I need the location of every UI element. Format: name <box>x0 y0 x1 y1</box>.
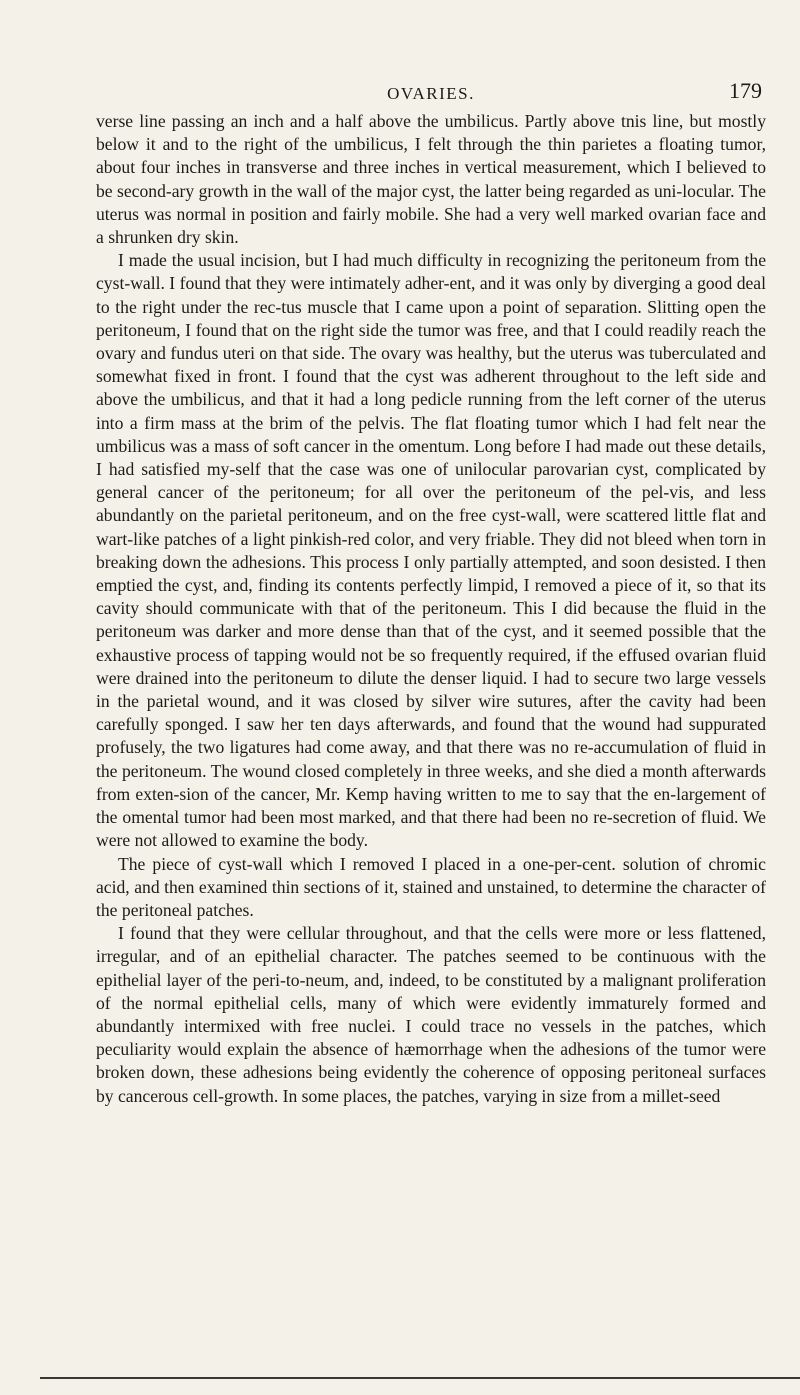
paragraph: I made the usual incision, but I had much difficulty in recognizing the peritoneum from the cyst-wall. I found that they were intimately adher-ent, and it was only by diverging a good deal to the right under the rec-tus muscle that I came upon a point of separation. Slitting open the peritoneum, I found that on the right side the tumor was free, and that I could readily reach the ovary and fundus uteri on that side. The ovary was healthy, but the uterus was tuberculated and somewhat fixed in front. I found that the cyst was adherent throughout to the left side and above the umbilicus, and that it had a long pedicle running from the left corner of the uterus into a firm mass at the brim of the pelvis. The flat floating tumor which I had felt near the umbilicus was a mass of soft cancer in the omentum. Long before I had made out these details, I had satisfied my-self that the case was one of unilocular parovarian cyst, complicated by general cancer of the peritoneum; for all over the peritoneum of the pel-vis, and less abundantly on the parietal peritoneum, and on the free cyst-wall, were scattered little flat and wart-like patches of a light pinkish-red color, and very friable. They did not bleed when torn in breaking down the adhesions. This process I only partially attempted, and soon desisted. I then emptied the cyst, and, finding its contents perfectly limpid, I removed a piece of it, so that its cavity should communicate with that of the peritoneum. This I did because the fluid in the peritoneum was darker and more dense than that of the cyst, and it seemed possible that the exhaustive process of tapping would not be so frequently required, if the effused ovarian fluid were drained into the peritoneum to dilute the denser liquid. I had to secure two large vessels in the parietal wound, and it was closed by silver wire sutures, after the cavity had been carefully sponged. I saw her ten days afterwards, and found that the wound had suppurated profusely, the two ligatures had come away, and that there was no re-accumulation of fluid in the peritoneum. The wound closed completely in three weeks, and she died a month afterwards from exten-sion of the cancer, Mr. Kemp having written to me to say that the en-largement of the omental tumor had been most marked, and that there had been no re-secretion of fluid. We were not allowed to examine the body. <box>96 250 766 851</box>
page-edge-rule <box>40 1377 800 1379</box>
running-head: OVARIES. <box>387 84 475 103</box>
paragraph: The piece of cyst-wall which I removed I placed in a one-per-cent. solution of chromic acid, and then examined thin sections of it, stained and unstained, to determine the character of the peritoneal patches. <box>96 853 766 920</box>
page-number: 179 <box>729 78 762 103</box>
paragraph: verse line passing an inch and a half above the umbilicus. Partly above tnis line, but mostly below it and to the right of the umbilicus, I felt through the thin parietes a floating tumor, about four inches in transverse and three inches in vertical measurement, which I believed to be second-ary growth in the wall of the major cyst, the latter being regarded as uni-locular. The uterus was normal in position and fairly mobile. She had a very well marked ovarian face and a shrunken dry skin. <box>96 111 766 248</box>
paragraph: I found that they were cellular throughout, and that the cells were more or less flattened, irregular, and of an epithelial character. The patches seemed to be continuous with the epithelial layer of the peri-to-neum, and, indeed, to be constituted by a malignant proliferation of the normal epithelial cells, many of which were evidently immaturely formed and abundantly intermixed with free nuclei. I could trace no vessels in the patches, which peculiarity would explain the absence of hæmorrhage when the adhesions of the tumor were broken down, these adhesions being evidently the coherence of opposing peritoneal surfaces by cancerous cell-growth. In some places, the patches, varying in size from a millet-seed <box>96 923 766 1106</box>
page-header <box>96 78 766 108</box>
body-text <box>96 110 766 1108</box>
